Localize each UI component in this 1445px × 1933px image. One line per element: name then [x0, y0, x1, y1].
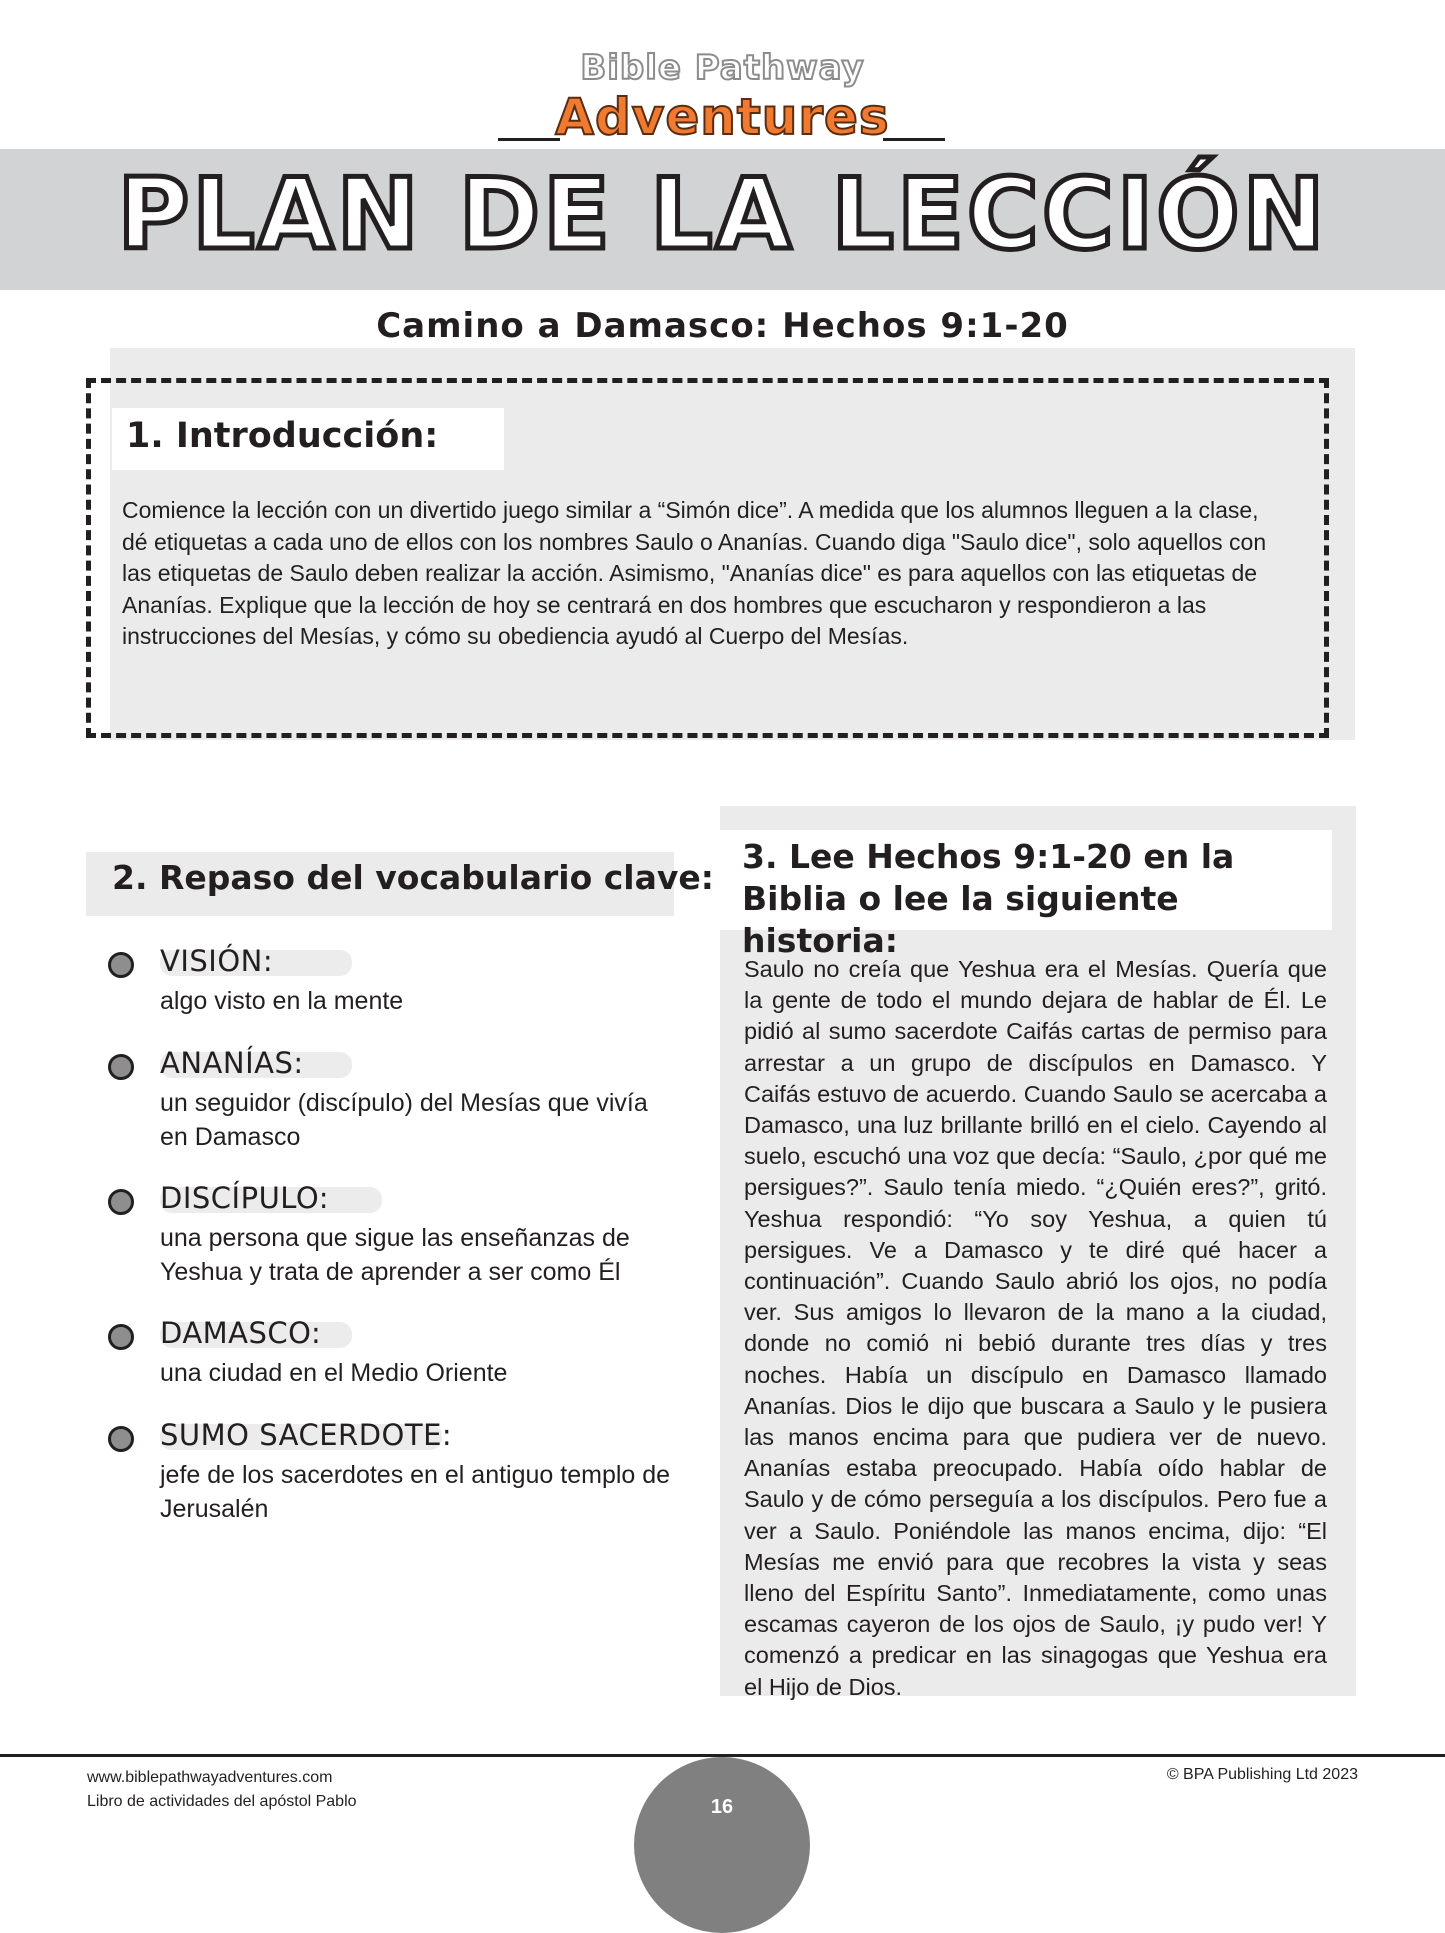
story-heading: 3. Lee Hechos 9:1-20 en la Biblia o lee la siguiente historia: [742, 837, 1235, 960]
vocab-term: VISIÓN: [160, 944, 274, 978]
vocab-term: ANANÍAS: [160, 1046, 304, 1080]
footer-website: www.biblepathwayadventures.com [87, 1769, 333, 1786]
intro-text: Comience la lección con un divertido juego similar a “Simón dice”. A medida que los alumnos lleguen a la clase, dé etiquetas a cada uno de ellos con los nombres Saulo o Ananías. Cuando diga "Saulo dice", solo aquellos con las etiquetas de Saulo deben realizar la acción. Asimismo, "Ananías dice" es para aquellos con las etiquetas de Ananías. Explique que la lección de hoy se centrará en dos hombres que escucharon y respondieron a las instrucciones del Mesías, y cómo su obediencia ayudó al Cuerpo del Mesías. [122, 497, 1267, 649]
bullet-circle-icon [108, 1054, 134, 1080]
story-text: Saulo no creía que Yeshua era el Mesías. Quería que la gente de todo el mundo dejara de hablar de Él. Le pidió al sumo sacerdote Caifás cartas de permiso para arrestar a un grupo de discípulos en Damasco. Y Caifás estuvo de acuerdo. Cuando Saulo se acercaba a Damasco, una luz brillante brilló en el cielo. Cayendo al suelo, escuchó una voz que decía: “Saulo, ¿por qué me persigues?”. Saulo tenía miedo. “¿Quién eres?”, gritó. Yeshua respondió: “Yo soy Yeshua, a quien tú persigues. Ve a Damasco y te diré qué hacer a continuación”. Cuando Saulo abrió los ojos, no podía ver. Sus amigos lo llevaron de la mano a la ciudad, donde no comió ni bebió durante tres días y tres noches. Había un discípulo en Damasco llamado Ananías. Dios le dijo que buscara a Saulo y le pusiera las manos encima para que pudiera ver de nuevo. Ananías estaba preocupado. Había oído hablar de Saulo y de cómo perseguía a los discípulos. Pero fue a ver a Saulo. Poniéndole las manos encima, dijo: “El Mesías me envió para que recobres la vista y seas lleno del Espíritu Santo”. Inmediatamente, como unas escamas cayeron de los ojos de Saulo, ¡y pudo ver! Y comenzó a predicar en las sinagogas que Yeshua era el Hijo de Dios. [744, 956, 1327, 1700]
bullet-circle-icon [108, 1426, 134, 1452]
bullet-circle-icon [108, 952, 134, 978]
brand-logo [0, 40, 1445, 150]
lesson-subtitle: Camino a Damasco: Hechos 9:1-20 [376, 306, 1069, 346]
page-title: PLAN DE LA LECCIÓN [117, 158, 1328, 272]
footer-book-title: Libro de actividades del apóstol Pablo [87, 1793, 357, 1810]
footer-left [87, 1766, 357, 1814]
logo-text-top: Bible Pathway [580, 48, 865, 88]
page-number-badge [634, 1757, 810, 1933]
vocab-definition: una ciudad en el Medio Oriente [160, 1359, 508, 1387]
page-number: 16 [710, 1796, 734, 1818]
bullet-circle-icon [108, 1324, 134, 1350]
vocab-definition: jefe de los sacerdotes en el antiguo templo de Jerusalén [160, 1461, 671, 1523]
vocab-term: DISCÍPULO: [160, 1181, 330, 1215]
vocab-heading: 2. Repaso del vocabulario clave: [112, 858, 714, 897]
footer-copyright: © BPA Publishing Ltd 2023 [1166, 1766, 1358, 1783]
vocab-term: DAMASCO: [160, 1316, 322, 1350]
intro-heading: 1. Introducción: [126, 416, 439, 456]
bullet-circle-icon [108, 1189, 134, 1215]
vocab-definition: una persona que sigue las enseñanzas de Yeshua y trata de aprender a ser como Él [160, 1224, 630, 1286]
logo-text-main: Adventures [555, 88, 890, 146]
vocab-definition: algo visto en la mente [160, 987, 404, 1015]
vocab-definition: un seguidor (discípulo) del Mesías que vivía en Damasco [160, 1089, 648, 1151]
vocab-term: SUMO SACERDOTE: [160, 1418, 453, 1452]
